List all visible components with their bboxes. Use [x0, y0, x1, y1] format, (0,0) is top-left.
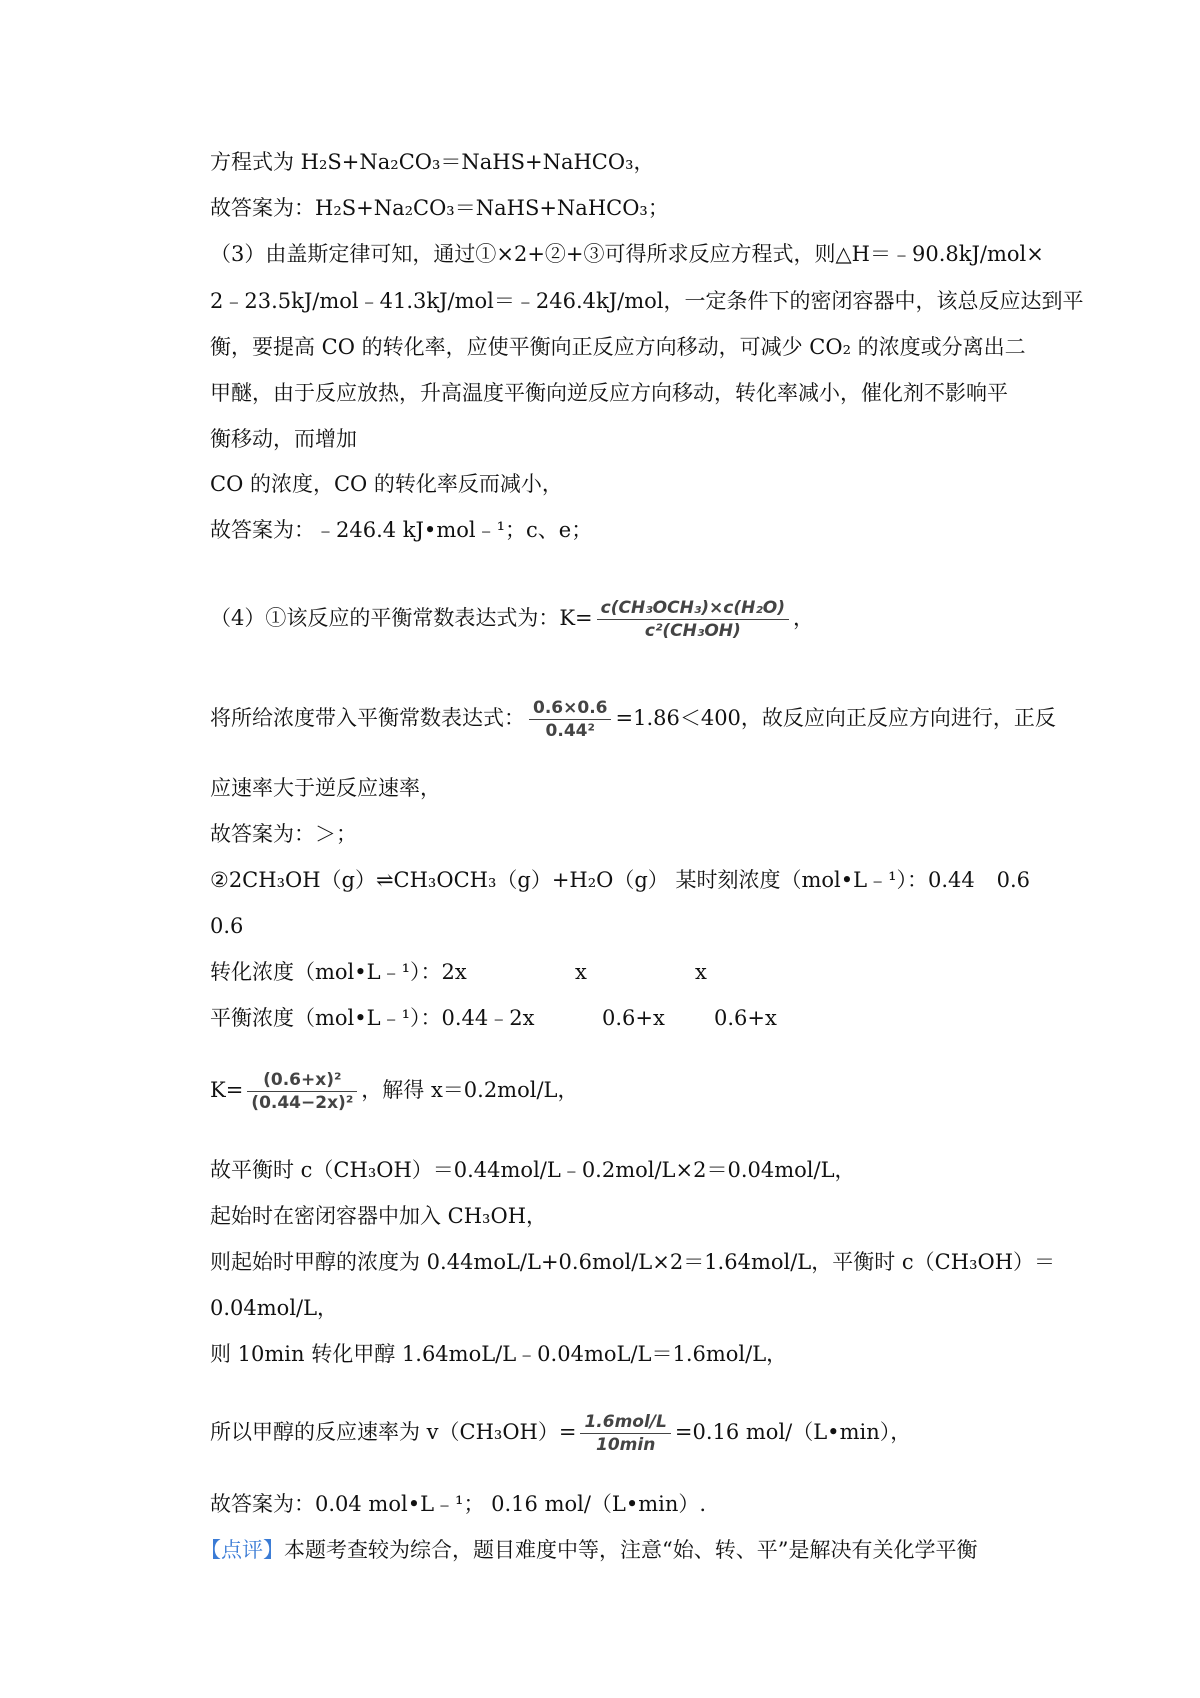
- text-line: CO 的浓度，CO 的转化率反而减小，: [210, 472, 563, 496]
- text-line: 0.6: [210, 914, 244, 938]
- fraction-denominator: (0.44−2x)²: [251, 1093, 354, 1113]
- formula-prefix: K=: [210, 1078, 244, 1102]
- formula-prefix: （4）①该反应的平衡常数表达式为：K=: [210, 606, 593, 630]
- conversion-row: [210, 958, 1030, 986]
- fraction-denominator: 0.44²: [545, 721, 595, 741]
- text-line: 则 10min 转化甲醇 1.64moL/L﹣0.04moL/L＝1.6mol/L，: [210, 1342, 788, 1366]
- equilibrium-row: [210, 1004, 1030, 1032]
- rate-fraction: [580, 1411, 670, 1456]
- text-line: 应速率大于逆反应速率，: [210, 776, 441, 800]
- comment-line: [200, 1536, 1020, 1564]
- text-line: 衡，要提高 CO 的转化率，应使平衡向正反应方向移动，可减少 CO₂ 的浓度或分离出二: [210, 335, 1026, 359]
- text-line: 故答案为：﹣246.4 kJ•mol﹣¹；c、e；: [210, 518, 593, 542]
- fraction-numerator: 0.6×0.6: [529, 697, 611, 720]
- formula-line: [210, 1404, 1030, 1460]
- text-line: 故答案为：＞；: [210, 822, 357, 846]
- equilibrium-constant-fraction: [597, 597, 789, 642]
- text-line: 衡移动，而增加: [210, 427, 357, 451]
- text-line: 起始时在密闭容器中加入 CH₃OH，: [210, 1204, 548, 1228]
- row-value: 0.6+x: [714, 1006, 777, 1030]
- formula-prefix: 所以甲醇的反应速率为 v（CH₃OH）=: [210, 1420, 577, 1444]
- text-line: 方程式为 H₂S+Na₂CO₃＝NaHS+NaHCO₃，: [210, 150, 655, 174]
- formula-line: [210, 1062, 1030, 1118]
- row-label: 转化浓度（mol•L﹣¹）：2x: [210, 960, 467, 984]
- fraction-numerator: 1.6mol/L: [580, 1411, 670, 1434]
- text-line: 故答案为：H₂S+Na₂CO₃＝NaHS+NaHCO₃；: [210, 196, 669, 220]
- text-line: 甲醚，由于反应放热，升高温度平衡向逆反应方向移动，转化率减小，催化剂不影响平: [210, 381, 1008, 405]
- fraction-numerator: (0.6+x)²: [247, 1069, 357, 1092]
- substitution-fraction: [529, 697, 611, 742]
- formula-suffix: =1.86＜400，故反应向正反应方向进行，正反: [615, 706, 1056, 730]
- text-line: 故平衡时 c（CH₃OH）＝0.44mol/L﹣0.2mol/L×2＝0.04mol/L，: [210, 1158, 856, 1182]
- text-line: 故答案为：0.04 mol•L﹣¹； 0.16 mol/（L•min）.: [210, 1492, 707, 1516]
- row-value: x: [575, 960, 587, 984]
- formula-line: [210, 590, 1030, 646]
- text-line: [210, 240, 1044, 268]
- text-line: 则起始时甲醇的浓度为 0.44moL/L+0.6mol/L×2＝1.64mol/L，平衡时 c（CH₃OH）＝: [210, 1250, 1056, 1274]
- comment-tag: 【点评】: [200, 1538, 284, 1562]
- fraction-numerator: c(CH₃OCH₃)×c(H₂O): [597, 597, 789, 620]
- line-text: （3）由盖斯定律可知，通过①×2+②+③可得所求反应方程式，则△H＝﹣90.8kJ/mol×: [210, 242, 1044, 266]
- formula-line: [210, 690, 1056, 746]
- fraction-denominator: c²(CH₃OH): [644, 621, 741, 641]
- formula-prefix: 将所给浓度带入平衡常数表达式：: [210, 706, 525, 730]
- text-line: 2﹣23.5kJ/mol﹣41.3kJ/mol＝﹣246.4kJ/mol，一定条件下的密闭容器中，该总反应达到平: [210, 289, 1084, 313]
- text-line: 0.04mol/L，: [210, 1296, 339, 1320]
- formula-suffix: =0.16 mol/（L•min），: [674, 1420, 912, 1444]
- row-label: 平衡浓度（mol•L﹣¹）：0.44﹣2x: [210, 1006, 535, 1030]
- formula-suffix: ，解得 x＝0.2mol/L，: [361, 1078, 579, 1102]
- fraction-denominator: 10min: [596, 1435, 656, 1455]
- reaction-equation: ②2CH₃OH（g）⇌CH₃OCH₃（g）+H₂O（g） 某时刻浓度（mol•L﹣¹）：0.44: [210, 868, 975, 892]
- k-solve-fraction: [247, 1069, 357, 1114]
- row-value: 0.6+x: [602, 1006, 665, 1030]
- row-value: x: [695, 960, 707, 984]
- initial-value: 0.6: [996, 868, 1030, 892]
- comment-text: 本题考查较为综合，题目难度中等，注意“始、转、平”是解决有关化学平衡: [284, 1538, 978, 1562]
- text-line: [210, 866, 1030, 894]
- formula-suffix: ，: [793, 606, 815, 630]
